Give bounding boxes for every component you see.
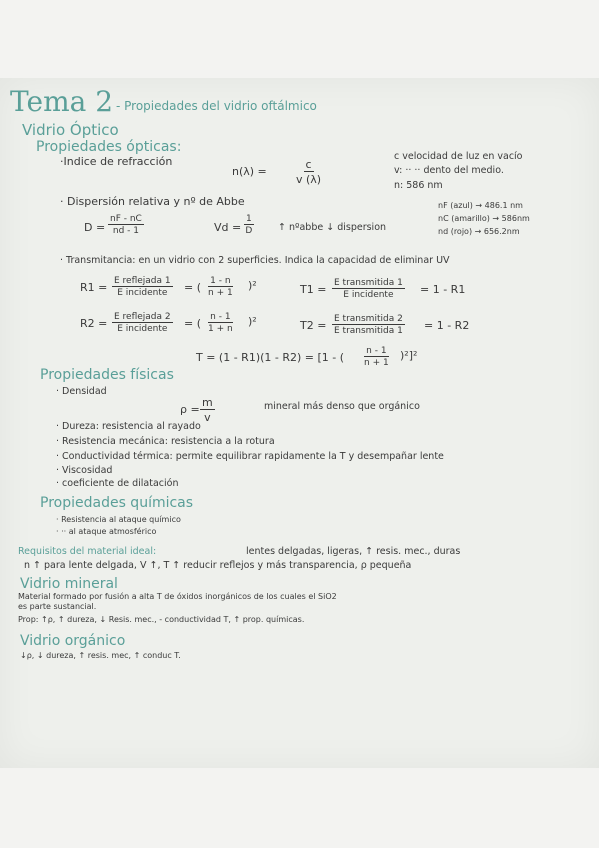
dilatacion-item: · coeficiente de dilatación: [56, 478, 179, 489]
viscosidad-item: · Viscosidad: [56, 465, 113, 476]
subsection-propiedades-fisicas: Propiedades físicas: [40, 367, 174, 383]
Vd-formula-den: D: [245, 226, 253, 236]
resistencia-mecanica-item: · Resistencia mecánica: resistencia a la rotura: [56, 436, 275, 447]
n-formula: [296, 158, 321, 186]
n-lambda-label: n(λ) =: [232, 165, 267, 178]
R1-formula: [112, 276, 173, 298]
page-title: Tema 2: [10, 85, 114, 118]
D-label: D =: [84, 221, 106, 234]
conductividad-item: · Conductividad térmica: permite equilibrar rapidamente la T y desempañar lente: [56, 451, 444, 462]
subsection-propiedades-quimicas: Propiedades químicas: [40, 495, 194, 511]
R2-formula-num: E reflejada 2: [114, 312, 171, 322]
nC-value: nC (amarillo) → 586nm: [438, 214, 530, 223]
R1-inner-num: 1 - n: [210, 276, 231, 286]
rho-label: ρ =: [180, 403, 200, 416]
D-formula-num: nF - nC: [110, 214, 142, 224]
T1-label: T1 =: [300, 283, 327, 296]
n-value: n: 586 nm: [394, 180, 443, 191]
requisitos-text-2: n ↑ para lente delgada, V ↑, T ↑ reducir reflejos y más transparencia, ρ pequeña: [24, 560, 412, 571]
R2-inner-num: n - 1: [210, 312, 231, 322]
mineral-line-3: Prop: ↑ρ, ↑ dureza, ↓ Resis. mec., - conductividad T, ↑ prop. químicas.: [18, 615, 305, 624]
subsection-propiedades-opticas: Propiedades ópticas:: [36, 139, 182, 155]
T2-formula-den: E transmitida 1: [334, 326, 403, 336]
T-total-close: )²]²: [400, 349, 418, 362]
T2-formula-num: E transmitida 2: [334, 314, 403, 324]
section-vidrio-mineral: Vidrio mineral: [20, 576, 118, 592]
nd-value: nd (rojo) → 656.2nm: [438, 227, 520, 236]
section-vidrio-organico: Vidrio orgánico: [20, 633, 126, 649]
T-total: T = (1 - R1)(1 - R2) = [1 - (: [196, 351, 345, 364]
D-formula-den: nd - 1: [112, 226, 139, 236]
R2-close: )²: [248, 315, 257, 328]
T-total-inner-den: n + 1: [364, 358, 389, 368]
R1-formula-den: E incidente: [117, 288, 168, 298]
indice-refraccion-label: ·Indice de refracción: [60, 155, 173, 168]
R2-inner: [208, 312, 233, 334]
R1-formula-num: E reflejada 1: [114, 276, 171, 286]
R2-label: R2 =: [80, 317, 108, 330]
requisitos-text: lentes delgadas, ligeras, ↑ resis. mec., duras: [246, 546, 461, 557]
T2-rest: = 1 - R2: [424, 319, 470, 332]
rho-formula-num: m: [202, 396, 213, 409]
R1-close: )²: [248, 279, 257, 292]
mineral-line-1: Material formado por fusión a alta T de óxidos inorgánicos de los cuales el SiO2: [18, 592, 337, 601]
D-formula: [108, 214, 144, 236]
section-vidrio-optico: Vidrio Óptico: [22, 121, 119, 139]
rho-formula: [200, 396, 215, 424]
T1-rest: = 1 - R1: [420, 283, 466, 296]
R2-eq: = (: [184, 317, 202, 330]
R1-inner-den: n + 1: [208, 288, 233, 298]
transmitancia-label: · Transmitancia: en un vidrio con 2 superficies. Indica la capacidad de eliminar UV: [60, 255, 450, 266]
dispersion-label: · Dispersión relativa y nº de Abbe: [60, 195, 245, 208]
Vd-label: Vd =: [214, 221, 242, 234]
Vd-formula-num: 1: [246, 214, 252, 224]
organico-line-1: ↓ρ, ↓ dureza, ↑ resis. mec, ↑ conduc T.: [20, 651, 181, 660]
R2-formula-den: E incidente: [117, 324, 168, 334]
Vd-formula: [244, 214, 254, 236]
v-definition: v: ·· ·· dento del medio.: [394, 165, 504, 176]
n-formula-den: v (λ): [296, 173, 322, 186]
T2-formula: [332, 314, 405, 336]
T-total-inner-num: n - 1: [366, 346, 387, 356]
abbe-note: ↑ nºabbe ↓ dispersion: [278, 222, 387, 233]
nF-value: nF (azul) → 486.1 nm: [438, 201, 523, 210]
quimica-item-2: · ·· al ataque atmosférico: [56, 527, 157, 536]
dureza-item: · Dureza: resistencia al rayado: [56, 421, 201, 432]
R1-label: R1 =: [80, 281, 108, 294]
T-total-inner: [364, 346, 389, 368]
R2-inner-den: 1 + n: [208, 324, 233, 334]
R2-formula: [112, 312, 173, 334]
rho-note: mineral más denso que orgánico: [264, 401, 420, 412]
R1-eq: = (: [184, 281, 202, 294]
densidad-label: · Densidad: [56, 386, 107, 397]
n-formula-num: c: [305, 158, 312, 171]
T2-label: T2 =: [300, 319, 327, 332]
mineral-line-2: es parte sustancial.: [18, 602, 97, 611]
requisitos-label: Requisitos del material ideal:: [18, 546, 157, 557]
R1-inner: [208, 276, 233, 298]
T1-formula-num: E transmitida 1: [334, 278, 403, 288]
quimica-item-1: · Resistencia al ataque químico: [56, 515, 181, 524]
T1-formula: [332, 278, 405, 300]
c-definition: c velocidad de luz en vacío: [394, 151, 523, 162]
page-subtitle: - Propiedades del vidrio oftálmico: [116, 99, 317, 113]
T1-formula-den: E incidente: [343, 290, 394, 300]
rho-formula-den: v: [204, 411, 211, 424]
